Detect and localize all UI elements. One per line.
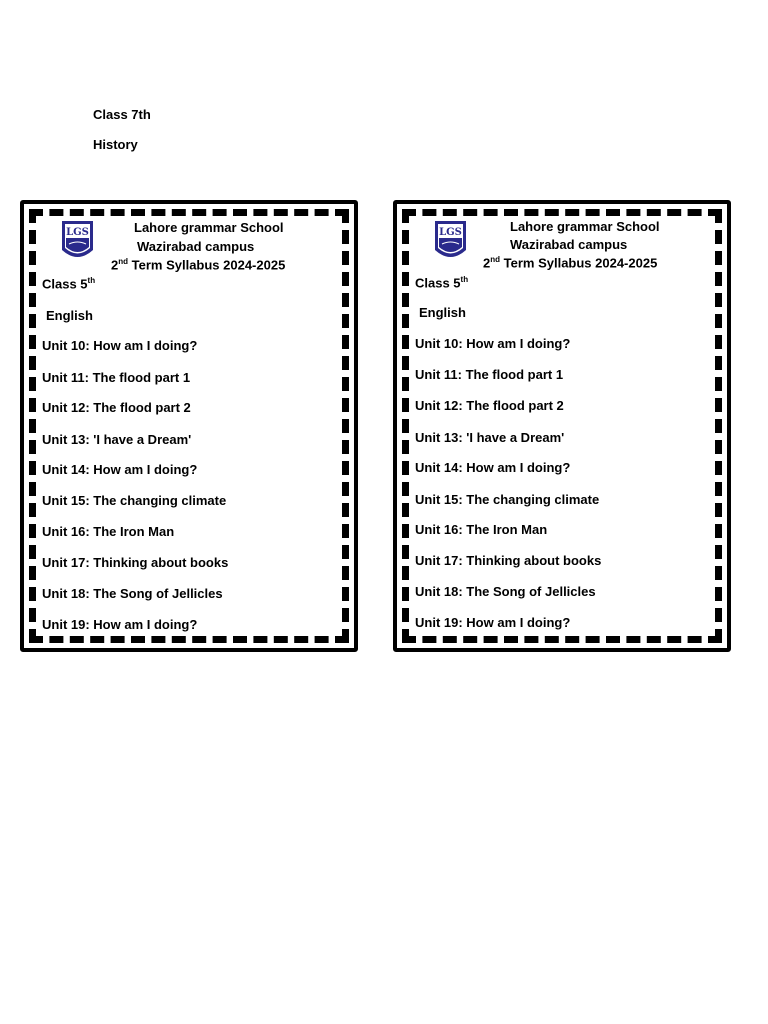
unit-item: Unit 19: How am I doing? — [415, 615, 571, 630]
subject-heading: History — [93, 137, 138, 152]
unit-item: Unit 17: Thinking about books — [415, 553, 602, 568]
subject-label: English — [419, 305, 466, 320]
unit-item: Unit 19: How am I doing? — [42, 617, 198, 632]
unit-item: Unit 15: The changing climate — [415, 492, 600, 507]
unit-item: Unit 11: The flood part 1 — [42, 370, 191, 385]
svg-text:LGS: LGS — [66, 227, 89, 238]
campus-name: Wazirabad campus — [510, 237, 628, 252]
unit-item: Unit 17: Thinking about books — [42, 555, 229, 570]
unit-item: Unit 14: How am I doing? — [415, 460, 571, 475]
unit-item: Unit 10: How am I doing? — [42, 338, 198, 353]
school-name: Lahore grammar School — [510, 219, 660, 234]
unit-item: Unit 16: The Iron Man — [415, 522, 548, 537]
unit-item: Unit 13: 'I have a Dream' — [42, 432, 192, 447]
unit-item: Unit 11: The flood part 1 — [415, 367, 564, 382]
class-label: Class 5th — [42, 276, 96, 292]
unit-item: Unit 14: How am I doing? — [42, 462, 198, 477]
syllabus-card-1 — [20, 200, 358, 652]
syllabus-card-2 — [393, 200, 731, 652]
school-logo-icon — [434, 220, 467, 262]
unit-item: Unit 18: The Song of Jellicles — [415, 584, 596, 599]
unit-item: Unit 16: The Iron Man — [42, 524, 175, 539]
unit-item: Unit 18: The Song of Jellicles — [42, 586, 223, 601]
unit-item: Unit 10: How am I doing? — [415, 336, 571, 351]
unit-item: Unit 13: 'I have a Dream' — [415, 430, 565, 445]
dashed-border — [29, 209, 349, 643]
class-heading: Class 7th — [93, 107, 151, 122]
term-title: 2nd Term Syllabus 2024-2025 — [111, 257, 286, 273]
unit-item: Unit 15: The changing climate — [42, 493, 227, 508]
school-name: Lahore grammar School — [134, 220, 284, 235]
subject-label: English — [46, 308, 93, 323]
school-logo-icon — [61, 220, 94, 262]
unit-item: Unit 12: The flood part 2 — [42, 400, 191, 415]
class-label: Class 5th — [415, 275, 469, 291]
unit-item: Unit 12: The flood part 2 — [415, 398, 564, 413]
term-title: 2nd Term Syllabus 2024-2025 — [483, 255, 658, 271]
svg-text:LGS: LGS — [439, 227, 462, 238]
campus-name: Wazirabad campus — [137, 239, 255, 254]
